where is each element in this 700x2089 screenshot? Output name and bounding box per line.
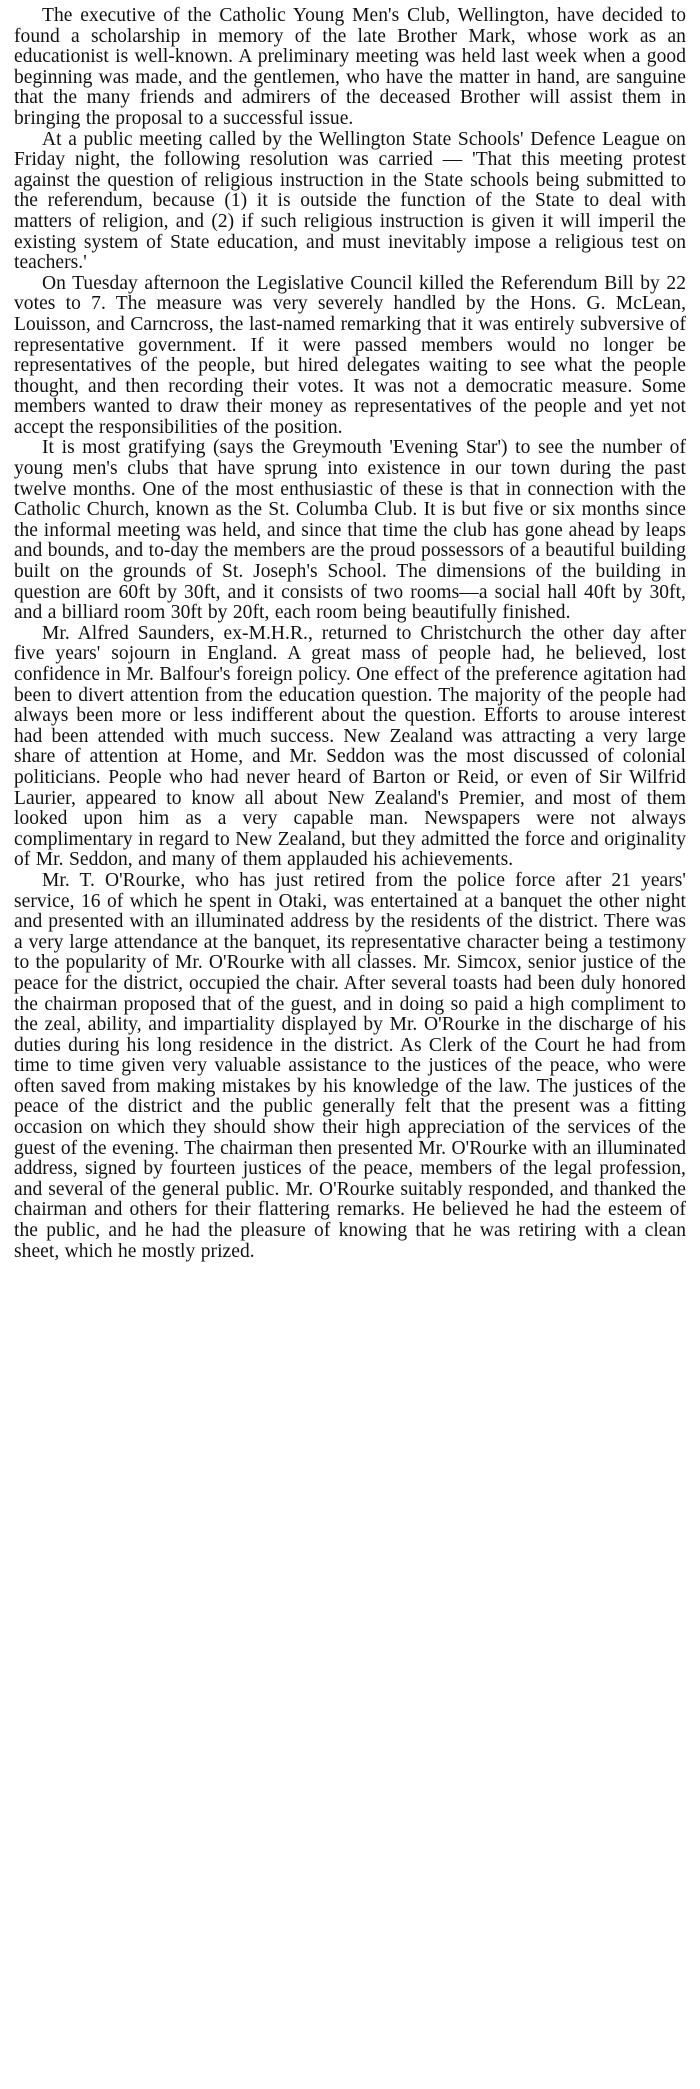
paragraph-defence-league: At a public meeting called by the Wellington State Schools' Defence League on Friday night, the following resolution was carried — 'That this meeting protest against the question of religious instruction in the State schools being submitted to the referendum, because (1) it is outside the function of the State to deal with matters of religion, and (2) if such religious instruction is given it will imperil the existing system of State education, and must inevitably impose a religious test on teachers.'	[14, 128, 686, 274]
paragraph-st-columba-club: It is most gratifying (says the Greymouth 'Evening Star') to see the number of young men's clubs that have sprung into existence in our town during the past twelve months. One of the most enthusiastic of these is that in connection with the Catholic Church, known as the St. Columba Club. It is but five or six months since the informal meeting was held, and since that time the club has gone ahead by leaps and bounds, and to-day the members are the proud possessors of a beautiful building built on the grounds of St. Joseph's School. The dimensions of the building in question are 60ft by 30ft, and it consists of two rooms—a social hall 40ft by 30ft, and a billiard room 30ft by 20ft, each room being beautifully finished.	[14, 437, 686, 624]
paragraph-alfred-saunders: Mr. Alfred Saunders, ex-M.H.R., returned to Christchurch the other day after five years' sojourn in England. A great mass of people had, he believed, lost confidence in Mr. Balfour's foreign policy. One effect of the preference agitation had been to divert attention from the education question. The majority of the people had always been more or less indifferent about the question. Efforts to arouse interest had been attended with much success. New Zealand was attracting a very large share of attention at Home, and Mr. Seddon was the most discussed of colonial politicians. People who had never heard of Barton or Reid, or even of Sir Wilfrid Laurier, appeared to know all about New Zealand's Premier, and most of them looked upon him as a very capable man. Newspapers were not always complimentary in regard to New Zealand, but they admitted the force and originality of Mr. Seddon, and many of them applauded his achievements.	[14, 622, 686, 871]
paragraph-referendum-bill: On Tuesday afternoon the Legislative Council killed the Referendum Bill by 22 votes to 7. The measure was very severely handled by the Hons. G. McLean, Louisson, and Carncross, the last-named remarking that it was entirely subversive of representative government. If it were passed members would no longer be representatives of the people, but hired delegates waiting to see what the people thought, and then recording their votes. It was not a democratic measure. Some members wanted to draw their money as representatives of the people and yet not accept the responsibilities of the position.	[14, 272, 686, 438]
paragraph-scholarship: The executive of the Catholic Young Men's Club, Wellington, have decided to found a scholarship in memory of the late Brother Mark, whose work as an educationist is well-known. A preliminary meeting was held last week when a good beginning was made, and the gentlemen, who have the matter in hand, are sanguine that the many friends and admirers of the deceased Brother will assist them in bringing the proposal to a successful issue.	[14, 5, 686, 129]
paragraph-orourke-banquet: Mr. T. O'Rourke, who has just retired from the police force after 21 years' service, 16 of which he spent in Otaki, was entertained at a banquet the other night and presented with an illuminated address by the residents of the district. There was a very large attendance at the banquet, its representative character being a testimony to the popularity of Mr. O'Rourke with all classes. Mr. Simcox, senior justice of the peace for the district, occupied the chair. After several toasts had been duly honored the chairman proposed that of the guest, and in doing so paid a high compliment to the zeal, ability, and impartiality displayed by Mr. O'Rourke in the discharge of his duties during his long residence in the district. As Clerk of the Court he had from time to time given very valuable assistance to the justices of the peace, who were often saved from making mistakes by his knowledge of the law. The justices of the peace of the district and the public generally felt that the present was a fitting occasion on which they should show their high appreciation of the services of the guest of the evening. The chairman then presented Mr. O'Rourke with an illuminated address, signed by fourteen justices of the peace, members of the legal profession, and several of the general public. Mr. O'Rourke suitably responded, and thanked the chairman and others for their flattering remarks. He believed he had the esteem of the public, and he had the pleasure of knowing that he was retiring with a clean sheet, which he mostly prized.	[14, 869, 686, 1262]
